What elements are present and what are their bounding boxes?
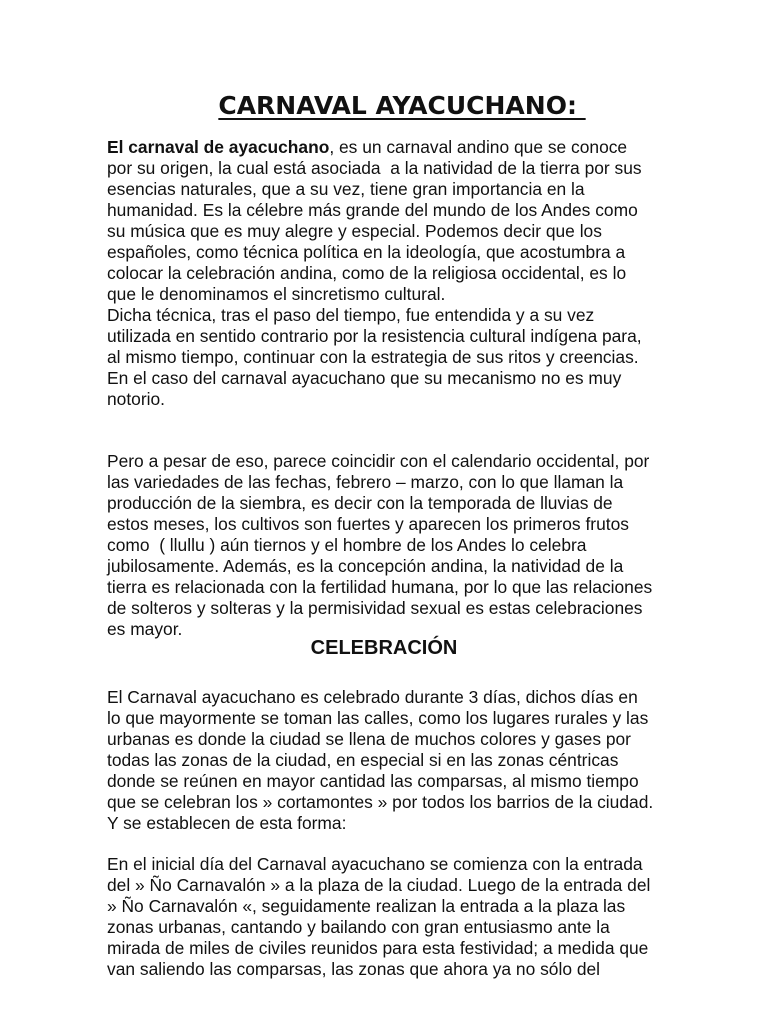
paragraph-line: esencias naturales, que a su vez, tiene gran importancia en la (107, 179, 585, 199)
paragraph-line: al mismo tiempo, continuar con la estrategia de sus ritos y creencias. (107, 347, 639, 367)
section-heading-celebracion: CELEBRACIÓN (310, 637, 458, 659)
paragraph-line: notorio. (107, 389, 166, 409)
paragraph-line: que se celebran los » cortamontes » por todos los barrios de la ciudad. (107, 792, 654, 812)
document-title: CARNAVAL AYACUCHANO: (218, 91, 586, 120)
paragraph-line: Dicha técnica, tras el paso del tiempo, fue entendida y a su vez (107, 305, 595, 325)
paragraph-2 (107, 451, 652, 640)
bold-lead: El carnaval de ayacuchano (107, 137, 330, 157)
paragraph-line: utilizada en sentido contrario por la resistencia cultural indígena para, (107, 326, 642, 346)
paragraph-line: del » Ño Carnavalón » a la plaza de la ciudad. Luego de la entrada del (107, 875, 651, 895)
paragraph-line: como ( llullu ) aún tiernos y el hombre de los Andes lo celebra (107, 535, 587, 555)
paragraph-line: españoles, como técnica política en la ideología, que acostumbra a (107, 242, 626, 262)
paragraph-line: humanidad. Es la célebre más grande del mundo de los Andes como (107, 200, 638, 220)
paragraph-line: » Ño Carnavalón «, seguidamente realizan la entrada a la plaza las (107, 896, 626, 916)
paragraph-line: colocar la celebración andina, como de la religiosa occidental, es lo (107, 263, 627, 283)
paragraph-line: por su origen, la cual está asociada a la natividad de la tierra por sus (107, 158, 642, 178)
paragraph-line: En el caso del carnaval ayacuchano que su mecanismo no es muy (107, 368, 622, 388)
paragraph-line: El carnaval de ayacuchano, es un carnaval andino que se conoce (107, 137, 628, 157)
paragraph-line: jubilosamente. Además, es la concepción andina, la natividad de la (107, 556, 624, 576)
paragraph-line: estos meses, los cultivos son fuertes y aparecen los primeros frutos (107, 514, 629, 534)
paragraph-line: su música que es muy alegre y especial. Podemos decir que los (107, 221, 602, 241)
paragraph-line: El Carnaval ayacuchano es celebrado durante 3 días, dichos días en (107, 687, 638, 707)
paragraph-line: mirada de miles de civiles reunidos para esta festividad; a medida que (107, 938, 649, 958)
paragraph-line: todas las zonas de la ciudad, en especial si en las zonas céntricas (107, 750, 619, 770)
paragraph-line: las variedades de las fechas, febrero – marzo, con lo que llaman la (107, 472, 624, 492)
paragraph-line: lo que mayormente se toman las calles, como los lugares rurales y las (107, 708, 649, 728)
paragraph-line: tierra es relacionada con la fertilidad humana, por lo que las relaciones (107, 577, 653, 597)
paragraph-line: producción de la siembra, es decir con la temporada de lluvias de (107, 493, 613, 513)
paragraph-line: Pero a pesar de eso, parece coincidir con el calendario occidental, por (107, 451, 650, 471)
paragraph-4 (107, 854, 650, 980)
paragraph-line: urbanas es donde la ciudad se llena de muchos colores y gases por (107, 729, 631, 749)
paragraph-line: que le denominamos el sincretismo cultural. (107, 284, 446, 304)
paragraph-line: donde se reúnen en mayor cantidad las comparsas, al mismo tiempo (107, 771, 639, 791)
paragraph-line: de solteros y solteras y la permisividad sexual es estas celebraciones (107, 598, 643, 618)
paragraph-line: zonas urbanas, cantando y bailando con gran entusiasmo ante la (107, 917, 610, 937)
intro-paragraph (107, 137, 642, 410)
paragraph-line: En el inicial día del Carnaval ayacuchano se comienza con la entrada (107, 854, 643, 874)
paragraph-line: van saliendo las comparsas, las zonas que ahora ya no sólo del (107, 959, 601, 979)
paragraph-line: es mayor. (107, 619, 183, 639)
paragraph-3 (107, 687, 653, 834)
paragraph-line: Y se establecen de esta forma: (107, 813, 347, 833)
